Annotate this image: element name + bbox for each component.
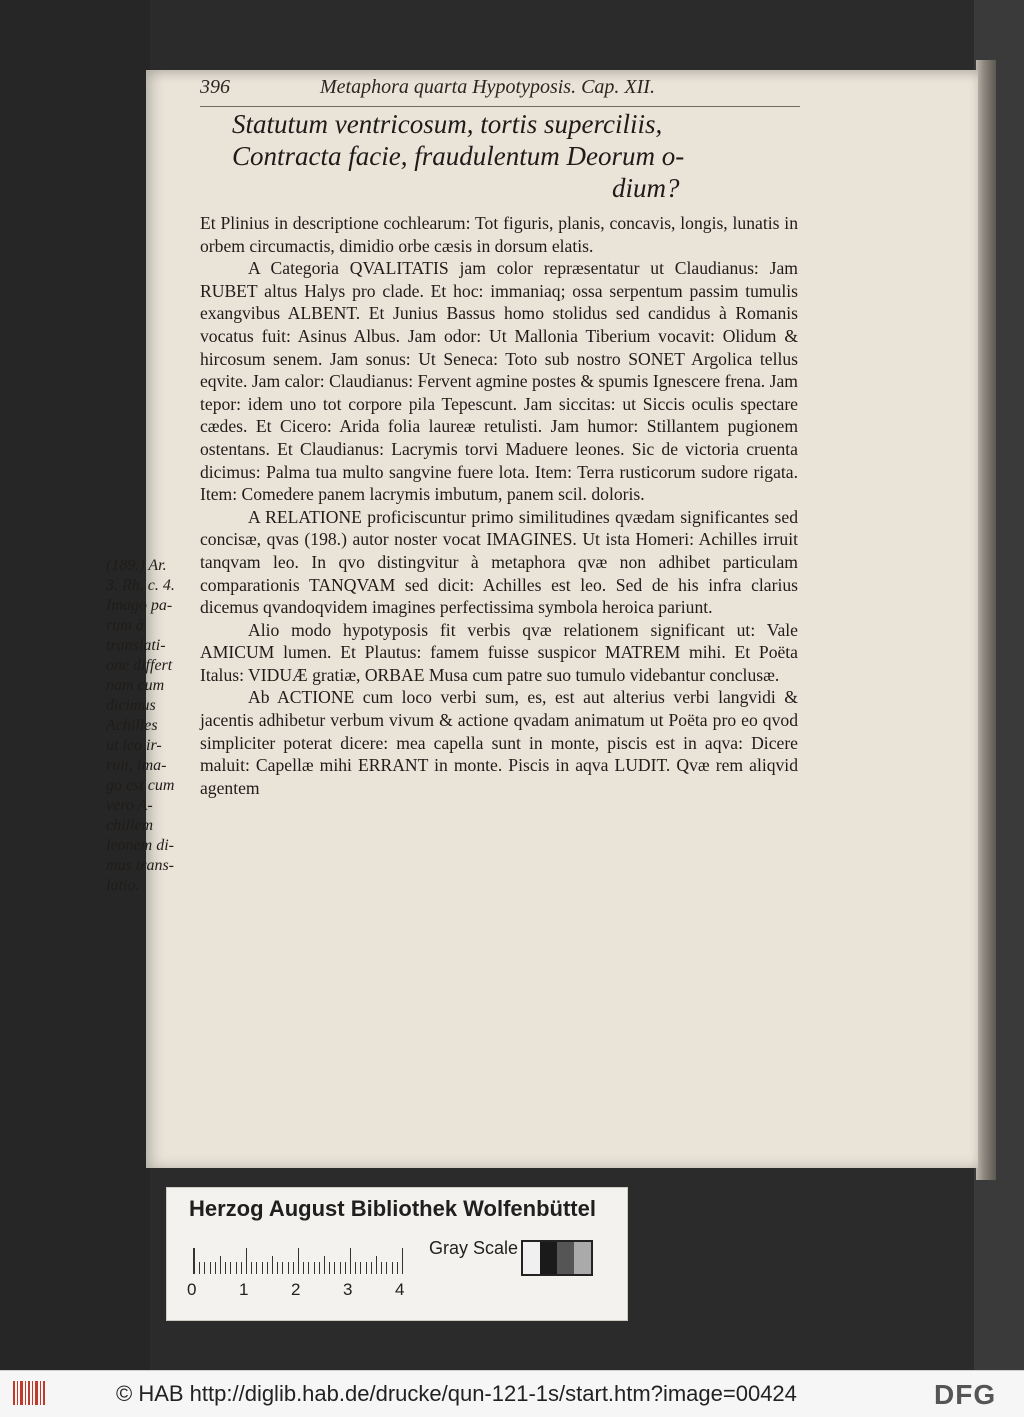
ruler-tick (392, 1262, 393, 1274)
margin-line: dicimus (106, 697, 156, 714)
swatch (557, 1242, 574, 1274)
scale-number: 3 (343, 1280, 353, 1299)
ruler-tick (293, 1262, 294, 1274)
ruler-tick (230, 1262, 231, 1274)
ruler-tick (236, 1262, 237, 1274)
ruler-tick (308, 1262, 309, 1274)
margin-line: Achilles (106, 717, 158, 734)
ruler-tick (334, 1262, 335, 1274)
ruler-tick (314, 1262, 315, 1274)
margin-line: rum à (106, 617, 144, 634)
ruler-tick (225, 1262, 226, 1274)
ruler-tick (288, 1262, 289, 1274)
margin-line: (189.) Ar. (106, 557, 167, 574)
margin-note (106, 556, 202, 896)
ruler-tick (262, 1262, 263, 1274)
ruler-tick (350, 1248, 351, 1274)
scale-number: 1 (239, 1280, 249, 1299)
margin-line: vero A- (106, 797, 153, 814)
ruler-tick (298, 1248, 299, 1274)
paragraph: A RELATIONE proficiscuntur primo similitudines qvædam significantes sed concisæ, qvas (198.) autor noster vocat IMAGINES. Ut ista Homeri: Achilles irruit tanqvam leo. In qvo distingvitur à metaphora qvæ non adhibet particulam comparationis TANQVAM sed dicit: Achilles est leo. Sed de his infra clarius dicemus qvandoqvidem imagines perfectissima symbola heroica pariunt. (200, 506, 798, 618)
book-page-edge (976, 60, 996, 1180)
viewer-footer (0, 1370, 1024, 1417)
ruler-tick (345, 1262, 346, 1274)
ruler-tick (282, 1262, 283, 1274)
swatch (540, 1242, 557, 1274)
verse-line: Contracta facie, fraudulentum Deorum o- (232, 141, 685, 171)
swatch (523, 1242, 540, 1274)
ruler-tick (360, 1262, 361, 1274)
margin-line: go est cum (106, 777, 175, 794)
barcode-icon (12, 1379, 48, 1407)
copyright-url[interactable]: © HAB http://diglib.hab.de/drucke/qun-121-1s/start.htm?image=00424 (116, 1381, 797, 1406)
ruler-tick (397, 1262, 398, 1274)
ruler-tick (251, 1262, 252, 1274)
ruler-tick (272, 1256, 273, 1274)
verse-quote (232, 108, 812, 204)
ruler-tick (376, 1256, 377, 1274)
paragraph: Ab ACTIONE cum loco verbi sum, es, est aut alterius verbi langvidi & jacentis adhibetur verbum vivum & actione qvadam animatum ut Poëta pro eo qvod simpliciter poterat dicere: mea capella sunt in monte, piscis est in aqva: Dicere maluit: Capellæ mihi ERRANT in monte. Piscis in aqva LUDIT. Qvæ rem aliqvid agentem (200, 687, 798, 798)
gray-scale-label: Gray Scale (429, 1238, 519, 1258)
paragraph: A Categoria QVALITATIS jam color repræsentatur ut Claudianus: Jam RUBET altus Halys pro clade. Et hoc: immaniaq; ossa serpentum passim tumulis exangvibus ALBENT. Et Junius Bassus homo stolidus sed candidus à Romanis vocatus fuit: Asinus Albus. Jam odor: Ut Mallonia Tiberium vocavit: Olidum & hircosum senem. Jam sonus: Ut Seneca: Toto sub nostro SONET Argolica tellus eqvite. Jam calor: Claudianus: Fervent agmine postes & spumis Ignescere frena. Jam tepor: idem uno tot corpore pila Tepescunt. Jam siccitas: ut Siccis oculis spectare cædes. Et Cicero: Arida folia laureæ retulisti. Jam humor: Stillantem pugionem ostentans. Et Claudianus: Lacrymis torvi Maduere leones. Sic de victoria cruenta dicimus: Palma tua multo sangvine fuere lota. Item: Terra rusticorum sudore rigata. Item: Comedere panem lacrymis imbutum, panem scil. doloris. (200, 258, 798, 505)
margin-line: 3. Rh. c. 4. (106, 577, 175, 594)
ruler-tick (329, 1262, 330, 1274)
ruler-tick (324, 1256, 325, 1274)
paragraph: Et Plinius in descriptione cochlearum: Tot figuris, planis, concavis, longis, lunatis in orbem circumactis, dimidio orbe cæsis in dorsum elatis. (200, 213, 798, 256)
ruler-tick (371, 1262, 372, 1274)
ruler-tick (319, 1262, 320, 1274)
paragraph: Alio modo hypotyposis fit verbis qvæ relationem significant ut: Vale AMICUM lumen. Et Plautus: famem fuisse suspicor MATREM mihi. Et Poëta Italus: VIDUÆ gratiæ, ORBAE Musa cum patre suo tumulo videbantur conclusæ. (200, 619, 798, 685)
margin-line: ut leo ir- (106, 737, 162, 754)
ruler-tick (215, 1262, 216, 1274)
ruler-tick (366, 1262, 367, 1274)
verse-line: Statutum ventricosum, tortis superciliis, (232, 109, 663, 139)
ruler-tick (194, 1248, 195, 1274)
ruler-tick (241, 1262, 242, 1274)
ruler-tick (277, 1262, 278, 1274)
ruler-tick (386, 1262, 387, 1274)
scale-number: 4 (395, 1280, 405, 1299)
margin-line: chillem (106, 817, 154, 834)
body-text (200, 212, 798, 799)
ruler-tick (256, 1262, 257, 1274)
dfg-logo: DFG (934, 1379, 997, 1410)
margin-line: Imago pa- (106, 597, 173, 614)
card-title: Herzog August Bibliothek Wolfenbüttel (189, 1196, 596, 1221)
scale-number: 2 (291, 1280, 301, 1299)
margin-line: latio. (106, 877, 140, 894)
ruler-tick (340, 1262, 341, 1274)
ruler-tick (204, 1262, 205, 1274)
swatch (574, 1242, 591, 1274)
ruler-tick (210, 1262, 211, 1274)
page-number: 396 (200, 76, 230, 98)
margin-line: mus trans- (106, 857, 175, 874)
running-head-title: Metaphora quarta Hypotyposis. Cap. XII. (320, 76, 655, 98)
margin-line: one differt (106, 657, 173, 674)
head-rule (200, 106, 800, 107)
ruler-tick (246, 1248, 247, 1274)
running-head (200, 76, 820, 104)
margin-line: leonem di- (106, 837, 174, 854)
ruler-tick (402, 1248, 403, 1274)
margin-line: translati- (106, 637, 166, 654)
margin-line: nam cum (106, 677, 165, 694)
scale-number: 0 (187, 1280, 197, 1299)
ruler-tick (381, 1262, 382, 1274)
ruler-tick (267, 1262, 268, 1274)
scale-numbers (187, 1280, 427, 1304)
ruler-tick (355, 1262, 356, 1274)
scale-ruler (193, 1248, 404, 1274)
gray-scale-swatches (521, 1240, 593, 1276)
ruler-tick (199, 1262, 200, 1274)
ruler-tick (303, 1262, 304, 1274)
margin-line: ruit, ima- (106, 757, 167, 774)
verse-line: dium? (612, 173, 680, 203)
color-calibration-card (166, 1187, 628, 1321)
ruler-tick (220, 1256, 221, 1274)
